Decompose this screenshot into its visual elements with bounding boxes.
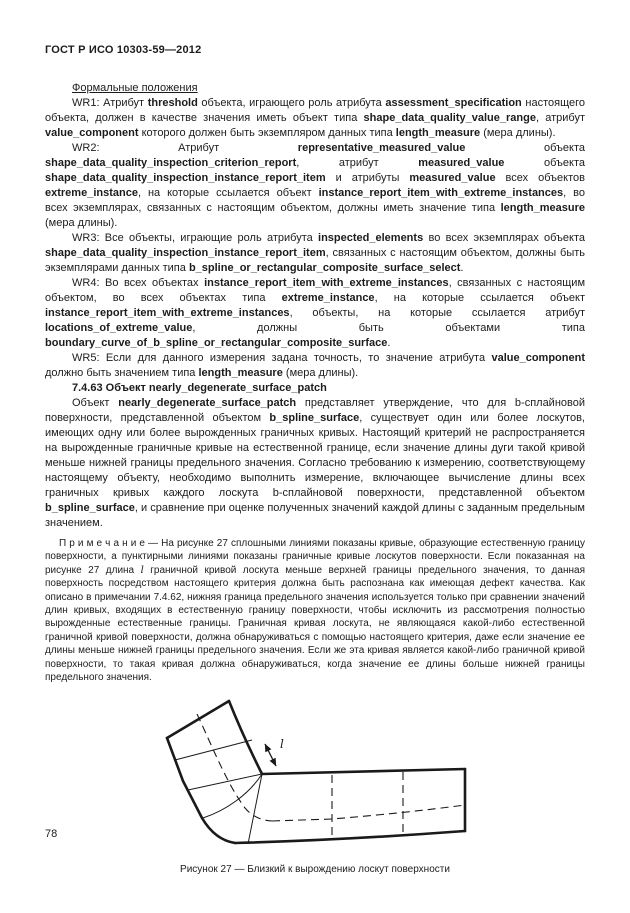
document-header: ГОСТ Р ИСО 10303-59—2012 [45,44,202,56]
figure-27 [45,698,585,875]
clause-heading-7-4-63: 7.4.63 Объект nearly_degenerate_surface_patch [72,382,327,394]
patch-boundary-dashed-lines [197,714,465,840]
page-number: 78 [45,828,58,840]
paragraph-wr1: WR1: Атрибут threshold объекта, играющего роль атрибута assessment_specification настоящего объекта, должен в качестве значения иметь объект типа shape_data_quality_value_range, атрибут value_component которого должен быть экземпляром данных типа length_measure (мера длины). [45,97,585,139]
paragraph-wr3: WR3: Все объекты, играющие роль атрибута inspected_elements во всех экземплярах объекта shape_data_quality_inspection_instance_report_item, связанных с настоящим объектом, должны быть экземплярами данных типа b_spline_or_rectangular_composite_surface_select. [45,232,586,274]
paragraph-wr5: WR5: Если для данного измерения задана точность, то значение атрибута value_component должно быть значением типа length_measure (мера длины). [45,352,585,379]
figure-caption: Рисунок 27 — Близкий к вырождению лоскут поверхности [180,864,450,876]
length-label: l [280,737,284,752]
natural-boundary-outline [167,701,465,843]
surface-patch-diagram [115,698,515,856]
clause-body-paragraph: Объект nearly_degenerate_surface_patch представляет утверждение, что для b-сплайновой поверхности, представленной объектом b_spline_surface, существует один или более лоскутов, имеющих одну или более вырожденных граничных кривых. Настоящий критерий не распространяется на вырожденные граничные кривые на естественной границе, если значение длины дуги такой кривой меньше нижней границы предельного значения. Согласно требованию к измерению, соответствующему настоящему объекту, необходимо выполнить измерение, включающее вычисление длины всех граничных кривых каждого лоскута b-сплайновой поверхности, представленной объектом b_spline_surface, и сравнение при оценке полученных значений каждой длины с заданным предельным значением. [45,397,586,529]
paragraph-wr2: WR2: Атрибут representative_measured_value объекта shape_data_quality_inspection_criterion_report, атрибут measured_value объекта shape_data_quality_inspection_instance_report_item и атрибуты measured_value всех объектов extreme_instance, на которые ссылается объект instance_report_item_with_extreme_instances, во всех экземплярах, связанных с настоящим объектом, должны иметь значение типа length_measure (мера длины). [45,142,586,229]
document-content [45,81,585,875]
paragraph-wr4: WR4: Во всех объектах instance_report_item_with_extreme_instances, связанных с настоящим объектом, во всех объектах типа extreme_instance, на которые ссылается объект instance_report_item_with_extreme_instances, объекты, на которые ссылается атрибут locations_of_extreme_value, должны быть объектами типа boundary_curve_of_b_spline_or_rectangular_composite_surface. [45,277,586,349]
length-arrow [265,744,276,766]
formal-propositions-heading: Формальные положения [72,82,198,94]
note-paragraph: П р и м е ч а н и е — На рисунке 27 сплошными линиями показаны кривые, образующие естественную границу поверхности, а пунктирными линиями показаны граничные кривые лоскутов поверхности. Если показанная на рисунке 27 длина l граничной кривой лоскута меньше верхней границы предельного значения, то данная поверхность посредством настоящего критерия должна быть распознана как имеющая дефект качества. Как описано в примечании 7.4.62, нижняя граница предельного значения используется только при сравнении значений длин кривых, входящих в естественную границу поверхности, чтобы исключить из рассмотрения полностью вырожденные естественные границы. Граничная кривая лоскута, не являющаяся какой-либо естественной граничной кривой поверхности, должна обнаруживаться с помощью настоящего критерия, даже если значение ее длины меньше нижней границы предельного значения. Если же эта кривая является какой-либо граничной кривой поверхности, то такая кривая должна обнаруживаться, когда значение ее длины больше нижней границы предельного значения. [45,538,585,684]
